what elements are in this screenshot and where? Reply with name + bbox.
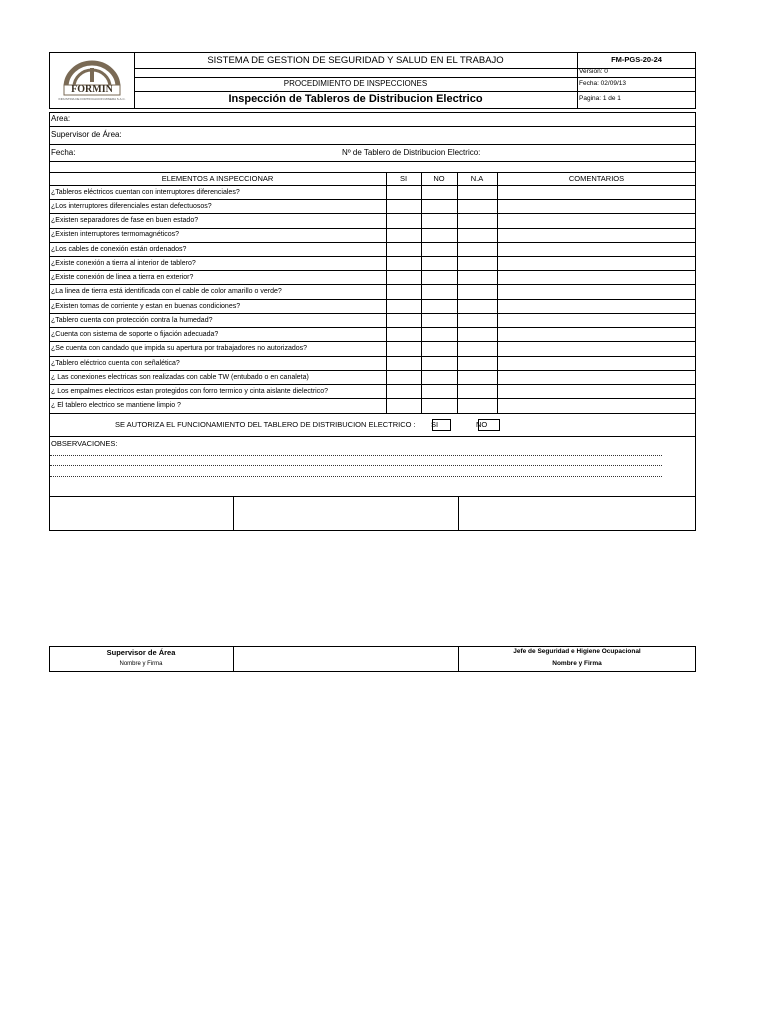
- supervisor-signature-sub: Nombre y Firma: [119, 661, 163, 667]
- inspection-item: ¿Los interruptores diferenciales estan defectuosos?: [51, 203, 212, 210]
- system-title: SISTEMA DE GESTION DE SEGURIDAD Y SALUD EN EL TRABAJO: [207, 55, 504, 66]
- row-line: [49, 284, 696, 285]
- row-line: [49, 413, 696, 414]
- panel-number-label: Nº de Tablero de Distribucion Electrico:: [342, 148, 481, 157]
- row-line: [49, 313, 696, 314]
- row-line: [49, 341, 696, 342]
- authorization-no-label: NO: [476, 420, 488, 429]
- row-line: [49, 398, 696, 399]
- observation-line[interactable]: [50, 455, 662, 456]
- header-line-2: [134, 77, 577, 78]
- observation-line[interactable]: [50, 476, 662, 477]
- company-logo: [52, 55, 132, 106]
- observations-label: OBSERVACIONES:: [51, 439, 118, 448]
- inspection-item: ¿Existen separadores de fase en buen estado?: [51, 217, 199, 224]
- inspection-item: ¿Los cables de conexión están ordenados?: [51, 246, 187, 253]
- row-line: [49, 370, 696, 371]
- jefe-signature-title: Jefe de Seguridad e Higiene Ocupacional: [513, 648, 641, 655]
- authorization-si-label: SI: [431, 420, 439, 429]
- date-label: Fecha:: [51, 148, 76, 157]
- signature-row-top-line: [49, 496, 696, 497]
- logo-wordmark: FORMIN: [71, 84, 113, 95]
- inspection-item: ¿Existe conexión a tierra al interior de tablero?: [51, 260, 196, 267]
- inspection-item: ¿ Los empalmes electricos estan protegidos con forro termico y cinta aislante dielectrico?: [51, 388, 329, 395]
- header-no: NO: [433, 174, 445, 183]
- supervisor-label: Supervisor de Área:: [51, 130, 122, 139]
- col-divider-comments: [497, 172, 498, 413]
- header-na: N.A: [470, 174, 484, 183]
- inspection-item: ¿La linea de tierra está identificada con el cable de color amarillo o verde?: [51, 288, 282, 295]
- supervisor-signature-title: Supervisor de Área: [106, 648, 176, 657]
- authorization-text: SE AUTORIZA EL FUNCIONAMIENTO DEL TABLERO DE DISTRIBUCION ELECTRICO :: [115, 420, 416, 429]
- row-line: [49, 356, 696, 357]
- inspection-item: ¿Se cuenta con candado que impida su apertura por trabajadores no autorizados?: [51, 345, 308, 352]
- inspection-item: ¿Cuenta con sistema de soporte o fijación adecuada?: [51, 331, 219, 338]
- form-version: Version: 0: [579, 68, 608, 75]
- jefe-signature-sub: Nombre y Firma: [552, 660, 602, 667]
- info-line-3: [49, 161, 696, 162]
- form-page: Pagina: 1 de 1: [579, 95, 621, 102]
- inspection-item: ¿ Las conexiones electricas son realizadas con cable TW (entubado o en canaleta): [51, 374, 309, 381]
- inspection-item: ¿Existe conexión de linea a tierra en exterior?: [51, 274, 194, 281]
- form-date: Fecha: 02/09/13: [579, 80, 626, 87]
- inspection-item: ¿Existen tomas de corriente y estan en buenas condiciones?: [51, 303, 241, 310]
- logo-caption: INDUSTRIA DE FORTIFICACION MINERA S.A.C.: [58, 97, 126, 101]
- observations-top-line: [49, 436, 696, 437]
- observation-line[interactable]: [50, 465, 662, 466]
- col-divider-na: [457, 172, 458, 413]
- inspection-item: ¿Tablero eléctrico cuenta con señalética?: [51, 360, 180, 367]
- row-line: [49, 256, 696, 257]
- header-comments: COMENTARIOS: [568, 174, 625, 183]
- area-label: Area:: [51, 114, 71, 123]
- row-line: [49, 228, 696, 229]
- header-elements: ELEMENTOS A INSPECCIONAR: [161, 174, 274, 183]
- row-line: [49, 327, 696, 328]
- header-line-1: [134, 68, 577, 69]
- row-line: [49, 199, 696, 200]
- row-line: [49, 384, 696, 385]
- signature-row-divider-2: [458, 496, 459, 531]
- inspection-item: ¿Tablero cuenta con protección contra la humedad?: [51, 317, 213, 324]
- signature-divider-1: [233, 646, 234, 672]
- authorization-si-checkbox[interactable]: [432, 419, 451, 431]
- col-divider-si: [386, 172, 387, 413]
- info-line-1: [49, 126, 696, 127]
- inspection-item: ¿Existen interruptores termomagnéticos?: [51, 231, 179, 238]
- row-line: [49, 242, 696, 243]
- form-title: Inspección de Tableros de Distribucion Electrico: [228, 93, 483, 105]
- meta-line-3: [577, 91, 696, 92]
- form-code: FM-PGS-20-24: [611, 55, 662, 64]
- row-line: [49, 270, 696, 271]
- inspection-item: ¿ El tablero electrico se mantiene limpio ?: [51, 402, 181, 409]
- row-line: [49, 299, 696, 300]
- inspection-item: ¿Tableros eléctricos cuentan con interruptores diferenciales?: [51, 189, 240, 196]
- procedure-title: PROCEDIMIENTO DE INSPECCIONES: [283, 79, 428, 88]
- meta-line-2: [577, 77, 696, 78]
- header-si: SI: [399, 174, 408, 183]
- table-header-line: [49, 185, 696, 186]
- row-line: [49, 213, 696, 214]
- header-line-3: [134, 91, 577, 92]
- authorization-no-checkbox[interactable]: [478, 419, 500, 431]
- table-top-line: [49, 172, 696, 173]
- col-divider-no: [421, 172, 422, 413]
- info-line-2: [49, 144, 696, 145]
- signature-row-divider-1: [233, 496, 234, 531]
